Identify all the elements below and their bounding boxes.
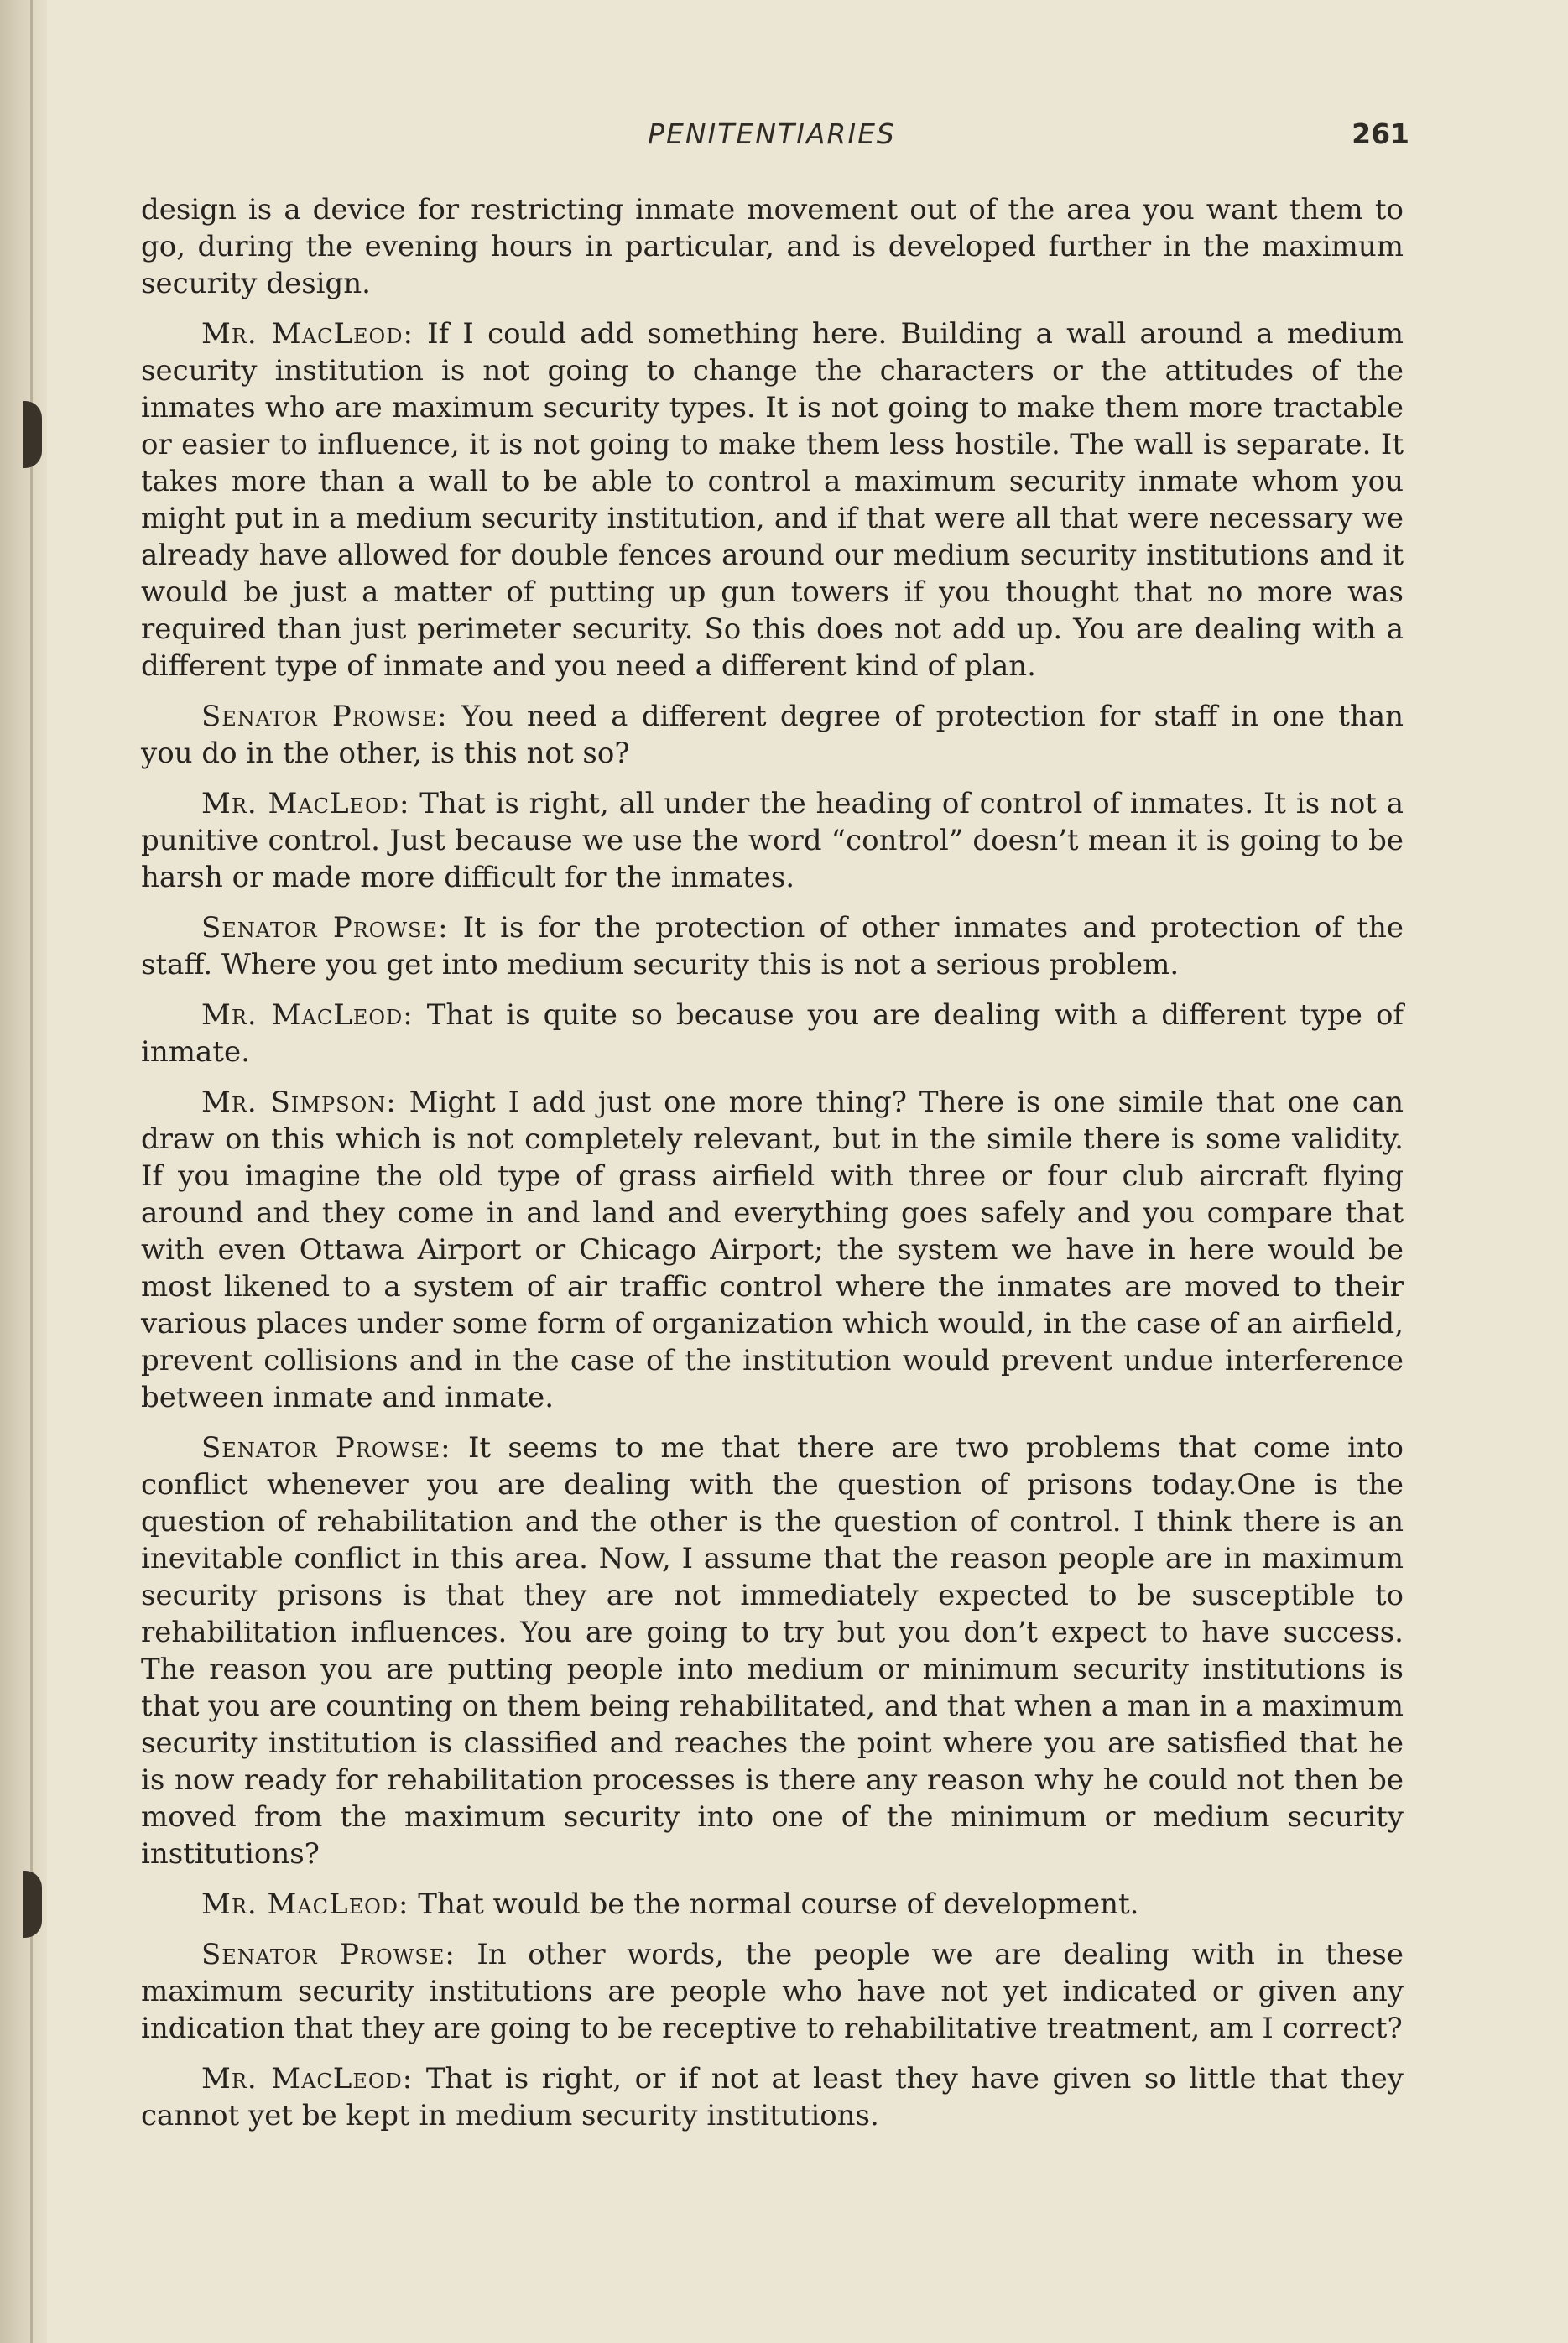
- binding-clip-mark-bottom: [23, 1871, 42, 1938]
- paragraph-text: That is quite so because you are dealing with a different type of inmate.: [141, 998, 1404, 1069]
- page-header: [134, 117, 1409, 159]
- paragraph-text: You need a different degree of protection for staff in one than you do in the other, is this not so?: [141, 700, 1404, 770]
- paragraph-text: In other words, the people we are dealing with in these maximum security institutions are people who have not yet indicated or given any indication that they are going to be receptive to rehabilitative treatment, am I correct?: [141, 1938, 1404, 2045]
- paragraph-9: [141, 1886, 1404, 1923]
- paragraph-11: [141, 2060, 1404, 2134]
- speaker-name: Mr. MacLeod:: [201, 317, 414, 351]
- paragraph-7: [141, 1084, 1404, 1416]
- text-body: [141, 191, 1404, 2148]
- speaker-name: Senator Prowse:: [201, 911, 449, 945]
- paragraph-1: [141, 191, 1404, 302]
- speaker-name: Mr. MacLeod:: [201, 998, 414, 1032]
- paragraph-text: It seems to me that there are two problems that come into conflict whenever you are dealing with the question of prisons today.One is the question of rehabilitation and the other is the question of control. I think there is an inevitable conflict in this area. Now, I assume that the reason people are in maximum security prisons is that they are not immediately expected to be susceptible to rehabilitation influences. You are going to try but you don’t expect to have success. The reason you are putting people into medium or minimum security institutions is that you are counting on them being rehabilitated, and that when a man in a maximum security institution is classified and reaches the point where you are satisfied that he is now ready for rehabilitation processes is there any reason why he could not then be moved from the maximum security into one of the minimum or medium security institutions?: [141, 1431, 1404, 1871]
- paragraph-4: [141, 785, 1404, 896]
- speaker-name: Mr. MacLeod:: [201, 787, 410, 820]
- paragraph-3: [141, 698, 1404, 772]
- binding-crease: [30, 0, 33, 2343]
- page-binding-edge: [0, 0, 47, 2343]
- paragraph-text: That would be the normal course of development.: [418, 1887, 1139, 1921]
- binding-clip-mark-top: [23, 401, 42, 468]
- speaker-name: Mr. Simpson:: [201, 1086, 397, 1119]
- speaker-name: Senator Prowse:: [201, 1431, 451, 1465]
- paragraph-text: Might I add just one more thing? There is one simile that one can draw on this which is not completely relevant, but in the simile there is some validity. If you imagine the old type of grass airfield with three or four club aircraft flying around and they come in and land and everything goes safely and you compare that with even Ottawa Airport or Chicago Airport; the system we have in here would be most likened to a system of air traffic control where the inmates are moved to their various places under some form of organization which would, in the case of an airfield, prevent collisions and in the case of the institution would prevent undue interference between inmate and inmate.: [141, 1086, 1404, 1414]
- running-head: PENITENTIARIES: [648, 117, 896, 150]
- speaker-name: Senator Prowse:: [201, 1938, 456, 1971]
- paragraph-text: That is right, all under the heading of control of inmates. It is not a punitive control. Just because we use the word “control” doesn’t mean it is going to be harsh or made more difficult for the inmates.: [141, 787, 1404, 894]
- speaker-name: Mr. MacLeod:: [201, 2062, 414, 2096]
- page-number: 261: [1352, 117, 1409, 150]
- paragraph-text: That is right, or if not at least they have given so little that they cannot yet be kept in medium security institutions.: [141, 2062, 1404, 2132]
- paragraph-8: [141, 1429, 1404, 1872]
- speaker-name: Senator Prowse:: [201, 700, 448, 733]
- paragraph-5: [141, 909, 1404, 983]
- paragraph-6: [141, 997, 1404, 1070]
- paragraph-text: It is for the protection of other inmates and protection of the staff. Where you get into medium security this is not a serious problem.: [141, 911, 1404, 981]
- paragraph-10: [141, 1936, 1404, 2047]
- paragraph-text: design is a device for restricting inmate movement out of the area you want them to go, during the evening hours in particular, and is developed further in the maximum security design.: [141, 193, 1404, 300]
- speaker-name: Mr. MacLeod:: [201, 1887, 409, 1921]
- paragraph-2: [141, 315, 1404, 685]
- paragraph-text: If I could add something here. Building a wall around a medium security institution is not going to change the characters or the attitudes of the inmates who are maximum security types. It is not going to make them more tractable or easier to influence, it is not going to make them less hostile. The wall is separate. It takes more than a wall to be able to control a maximum security inmate whom you might put in a medium security institution, and if that were all that were necessary we already have allowed for double fences around our medium security institutions and it would be just a matter of putting up gun towers if you thought that no more was required than just perimeter security. So this does not add up. You are dealing with a different type of inmate and you need a different kind of plan.: [141, 317, 1404, 683]
